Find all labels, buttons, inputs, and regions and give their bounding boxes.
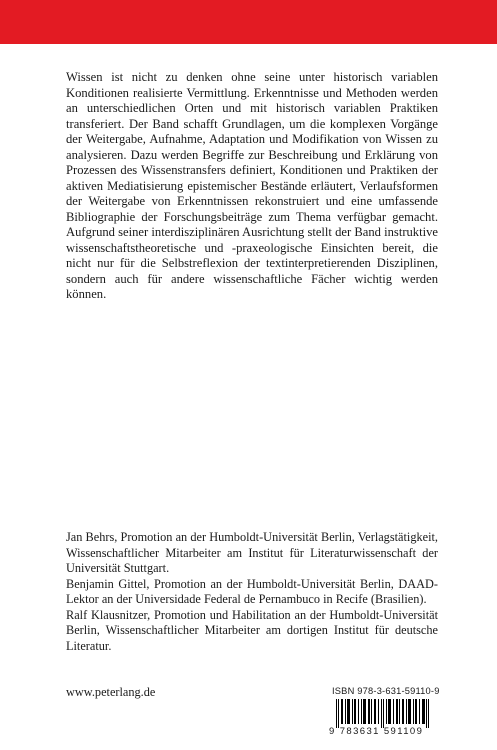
author-bio-behrs: Jan Behrs, Promotion an der Humboldt-Universität Berlin, Verlagstätigkeit, Wissenschaftlicher Mitarbeiter am Institut für Literaturwissenschaft der Universität Stuttgart. bbox=[66, 530, 438, 575]
barcode-icon bbox=[328, 699, 440, 728]
top-color-band bbox=[0, 0, 497, 44]
isbn-label: ISBN 978-3-631-59110-9 bbox=[332, 686, 440, 696]
author-bio-klausnitzer: Ralf Klausnitzer, Promotion und Habilitation an der Humboldt-Universität Berlin, Wissenschaftlicher Mitarbeiter am dortigen Institut für deutsche Literatur. bbox=[66, 607, 438, 653]
isbn-barcode-block bbox=[328, 686, 442, 738]
publisher-website: www.peterlang.de bbox=[66, 685, 156, 699]
author-bio-gittel: Benjamin Gittel, Promotion an der Humboldt-Universität Berlin, DAAD-Lektor an der Universidade Federal de Pernambuco in Recife (Brasilien). bbox=[66, 576, 438, 606]
barcode-digits: 9 783631 591109 bbox=[329, 726, 424, 737]
back-cover-blurb: Wissen ist nicht zu denken ohne seine unter historisch variablen Konditionen realisierte Vermittlung. Erkenntnisse und Methoden werden an unterschiedlichen Orten und mit historisch variablen Praktiken transferiert. Der Band schafft Grundlagen, um die komplexen Vorgänge der Weitergabe, Aufnahme, Adaptation und Modifikation von Wissen zu analysieren. Dazu werden Begriffe zur Beschreibung und Erklärung von Prozessen des Wissenstransfers definiert, Konditionen und Praktiken der aktiven Mediatisierung epistemischer Bestände erläutert, Verlaufsformen der Weitergabe von Erkenntnissen rekonstruiert und eine umfassende Bibliographie der Forschungsbeiträge zum Thema verfügbar gemacht. Aufgrund seiner interdisziplinären Ausrichtung stellt der Band instruktive wissenschaftstheoretische und -praxeologische Einsichten bereit, die nicht nur für die Selbstreflexion der textinterpretierenden Disziplinen, sondern auch für andere wissenschaftliche Fächer wichtig werden können. bbox=[66, 70, 438, 301]
author-bios bbox=[66, 530, 438, 654]
